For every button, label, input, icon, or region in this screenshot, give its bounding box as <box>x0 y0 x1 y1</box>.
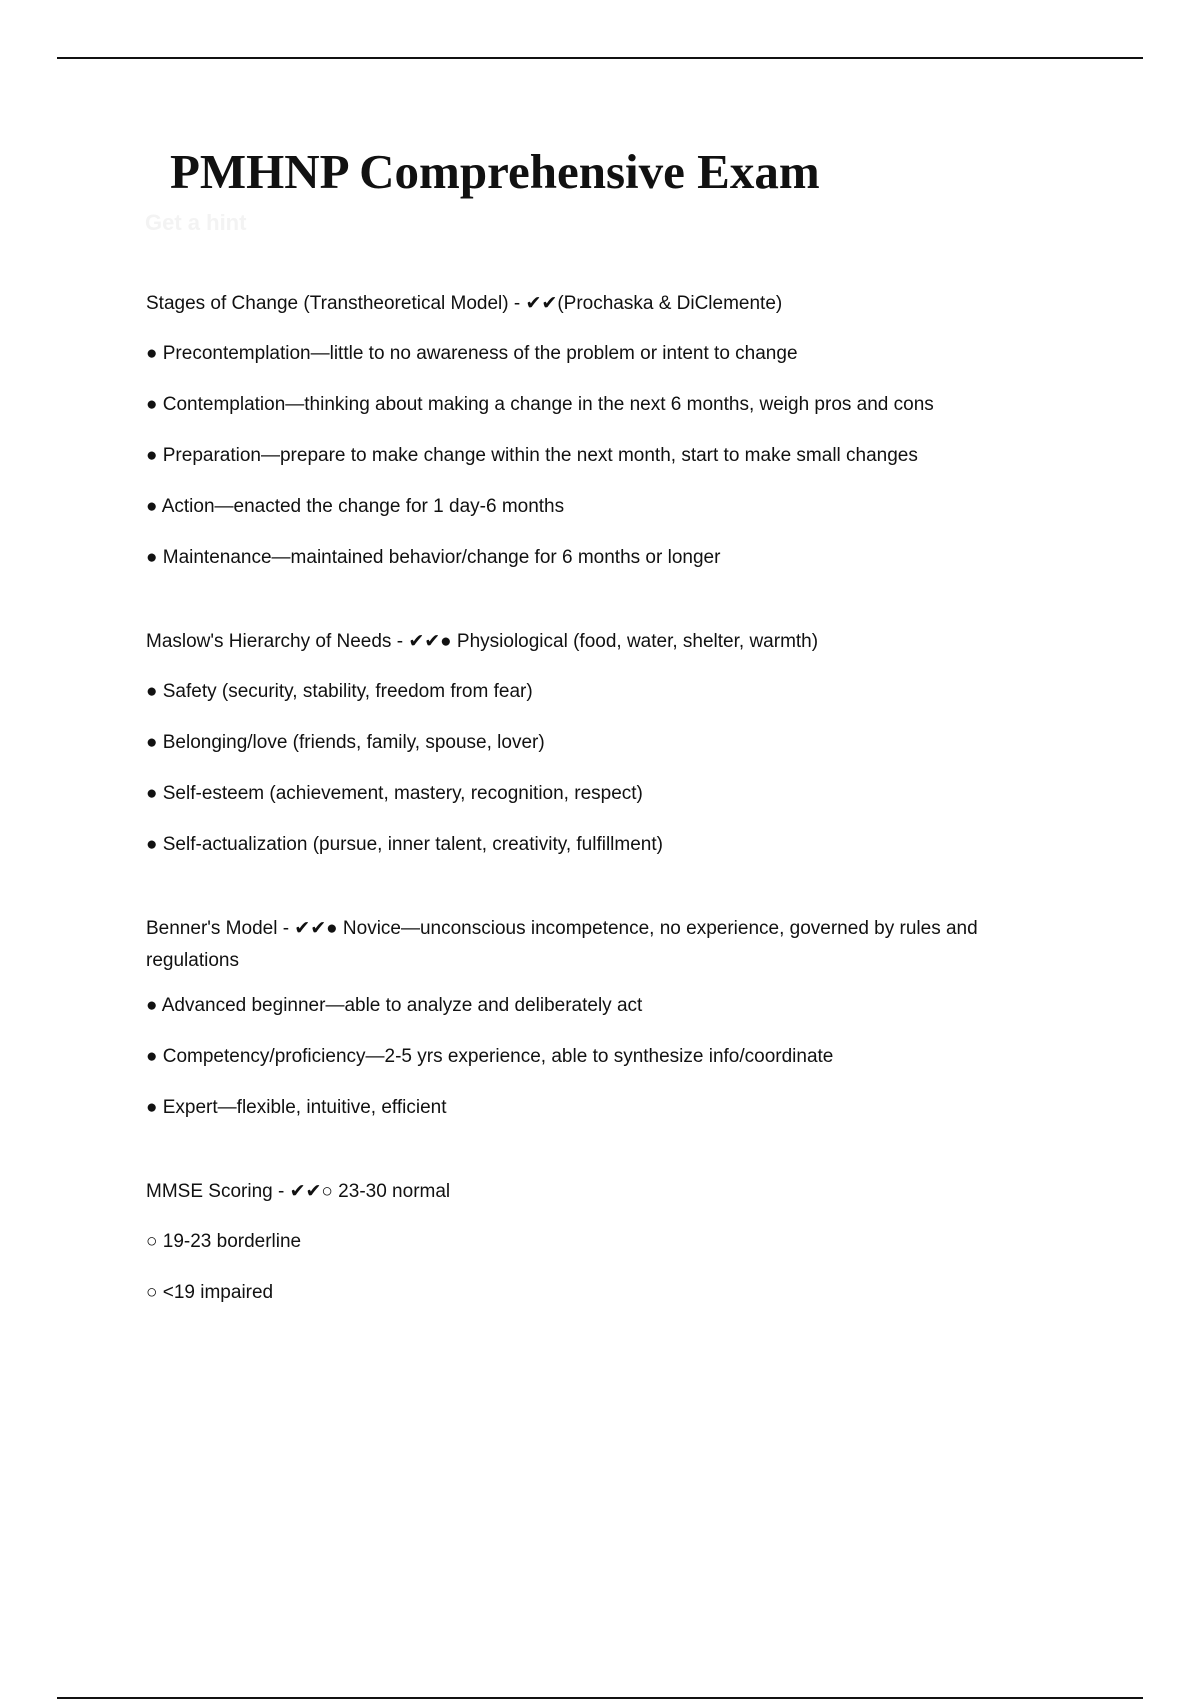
section-stages-of-change <box>146 288 1066 574</box>
top-rule <box>57 57 1143 59</box>
section-heading: Benner's Model - ✔✔● Novice—unconscious incompetence, no experience, governed by rules and regulations <box>146 918 978 971</box>
list-item: ● Action—enacted the change for 1 day-6 months <box>146 496 565 517</box>
list-item: ● Preparation—prepare to make change within the next month, start to make small changes <box>146 445 918 466</box>
list-item: ● Self-actualization (pursue, inner talent, creativity, fulfillment) <box>146 834 663 855</box>
section-mmse <box>146 1176 1066 1309</box>
section-heading: Maslow's Hierarchy of Needs - ✔✔● Physiological (food, water, shelter, warmth) <box>146 631 819 652</box>
list-item: ● Advanced beginner—able to analyze and deliberately act <box>146 995 643 1016</box>
section-benner <box>146 913 1066 1124</box>
list-item: ○ 19-23 borderline <box>146 1231 302 1252</box>
document-body <box>146 288 1066 1328</box>
list-item: ● Safety (security, stability, freedom from fear) <box>146 681 533 702</box>
list-item: ● Belonging/love (friends, family, spouse, lover) <box>146 732 545 753</box>
list-item: ● Self-esteem (achievement, mastery, recognition, respect) <box>146 783 643 804</box>
page-title: PMHNP Comprehensive Exam <box>170 144 820 199</box>
faded-hint-text: Get a hint <box>145 210 247 235</box>
list-item: ● Precontemplation—little to no awareness of the problem or intent to change <box>146 343 798 364</box>
list-item: ○ <19 impaired <box>146 1282 274 1303</box>
section-heading: Stages of Change (Transtheoretical Model) - ✔✔(Prochaska & DiClemente) <box>146 293 783 314</box>
list-item: ● Maintenance—maintained behavior/change for 6 months or longer <box>146 547 721 568</box>
list-item: ● Competency/proficiency—2-5 yrs experience, able to synthesize info/coordinate <box>146 1046 834 1067</box>
bottom-rule <box>57 1697 1143 1699</box>
list-item: ● Contemplation—thinking about making a change in the next 6 months, weigh pros and cons <box>146 394 934 415</box>
section-heading: MMSE Scoring - ✔✔○ 23-30 normal <box>146 1181 451 1202</box>
section-maslow <box>146 626 1066 861</box>
list-item: ● Expert—flexible, intuitive, efficient <box>146 1097 447 1118</box>
